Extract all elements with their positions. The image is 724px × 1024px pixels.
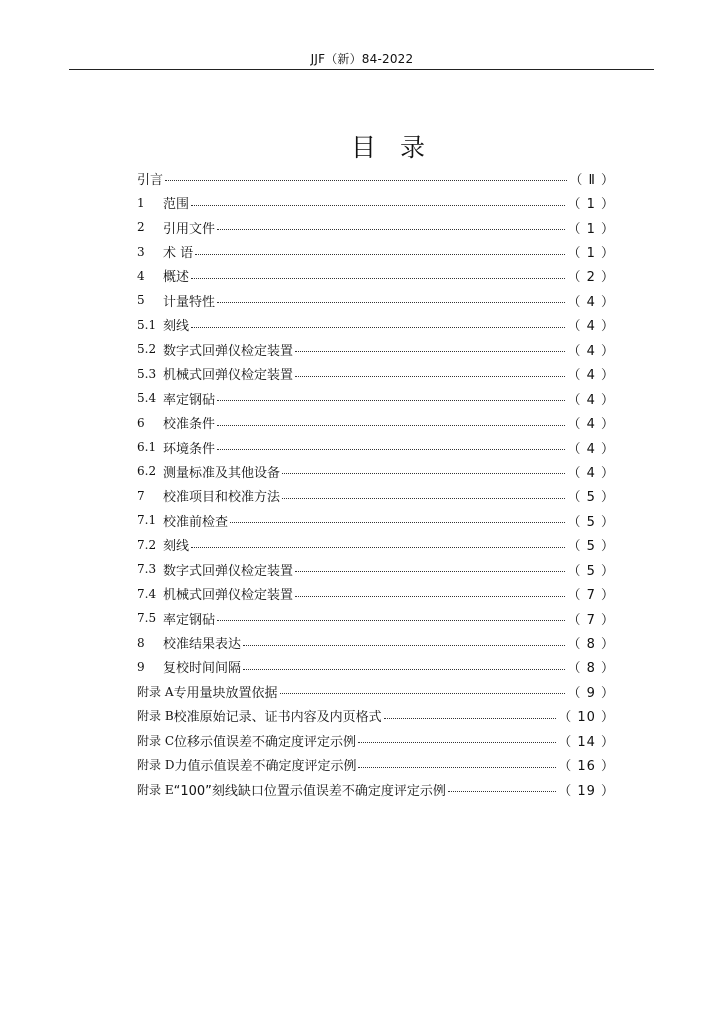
toc-entry[interactable] xyxy=(137,215,615,239)
toc-entry-number: 附录 A xyxy=(137,684,174,699)
toc-entry-label: 术 语 xyxy=(163,246,194,262)
toc-entry-label: 数字式回弹仪检定装置 xyxy=(163,343,294,359)
toc-entry-number: 9 xyxy=(137,659,145,674)
toc-entry-number: 2 xyxy=(137,220,145,235)
dot-leader xyxy=(217,387,565,401)
toc-entry-page: （ 5 ） xyxy=(567,563,615,579)
toc-title: 目 录 xyxy=(351,133,433,162)
toc-entry-page: （ 1 ） xyxy=(567,197,615,213)
toc-entry-number: 5.1 xyxy=(137,317,157,332)
toc-entry-page: （ 4 ） xyxy=(567,343,615,359)
toc-entry[interactable] xyxy=(137,728,615,752)
toc-entry-label: 计量特性 xyxy=(163,294,216,310)
dot-leader xyxy=(191,265,565,279)
toc-entry[interactable] xyxy=(137,190,615,214)
toc-entry-number: 6.1 xyxy=(137,440,157,455)
toc-entry-page: （ 7 ） xyxy=(567,588,615,604)
dot-leader xyxy=(280,680,566,694)
dot-leader xyxy=(358,729,556,743)
toc-entry-page: （ 8 ） xyxy=(567,661,615,677)
toc-entry-number: 5.3 xyxy=(137,366,157,381)
toc-entry-number: 附录 E xyxy=(137,782,174,797)
toc-entry-label: 力值示值误差不确定度评定示例 xyxy=(174,759,357,775)
toc-entry-label: 校准项目和校准方法 xyxy=(163,490,281,506)
toc-entry[interactable] xyxy=(137,362,615,386)
toc-entry[interactable] xyxy=(137,484,615,508)
toc-entry-page: （ 16 ） xyxy=(558,759,615,775)
toc-entry-page: （ 4 ） xyxy=(567,465,615,481)
toc-entry-number: 7.2 xyxy=(137,537,157,552)
toc-entry-page: （ 5 ） xyxy=(567,539,615,555)
dot-leader xyxy=(282,485,565,499)
toc-entry-label: 引用文件 xyxy=(163,221,216,237)
dot-leader xyxy=(243,632,565,646)
toc-entry-label: 引言 xyxy=(137,172,164,188)
dot-leader xyxy=(295,583,565,597)
toc-entry[interactable] xyxy=(137,337,615,361)
toc-entry[interactable] xyxy=(137,435,615,459)
toc-entry-number: 8 xyxy=(137,635,145,650)
toc-entry-page: （ 2 ） xyxy=(567,270,615,286)
dot-leader xyxy=(217,216,565,230)
toc-entry[interactable] xyxy=(137,581,615,605)
toc-entry[interactable] xyxy=(137,288,615,312)
toc-entry-number: 5.4 xyxy=(137,391,157,406)
dot-leader xyxy=(191,314,565,328)
toc-entry-page: （ 7 ） xyxy=(567,612,615,628)
toc-entry-label: 刻线 xyxy=(163,319,190,335)
toc-entry[interactable] xyxy=(137,679,615,703)
toc-entry-page: （ 9 ） xyxy=(567,685,615,701)
toc-entry-label: 刻线 xyxy=(163,539,190,555)
toc-entry-label: 位移示值误差不确定度评定示例 xyxy=(174,734,357,750)
table-of-contents xyxy=(137,166,615,801)
toc-entry-page: （ 5 ） xyxy=(567,514,615,530)
dot-leader xyxy=(448,778,556,792)
toc-entry[interactable] xyxy=(137,264,615,288)
toc-entry[interactable] xyxy=(137,410,615,434)
toc-entry[interactable] xyxy=(137,508,615,532)
dot-leader xyxy=(195,241,565,255)
toc-entry-page: （ 1 ） xyxy=(567,221,615,237)
toc-entry[interactable] xyxy=(137,630,615,654)
toc-entry-number: 3 xyxy=(137,244,145,259)
toc-entry[interactable] xyxy=(137,753,615,777)
toc-entry-number: 附录 D xyxy=(137,758,175,773)
toc-entry-page: （ 19 ） xyxy=(558,783,615,799)
toc-entry-number: 4 xyxy=(137,268,145,283)
toc-entry-label: 校准前检查 xyxy=(163,514,229,530)
toc-entry-page: （ 4 ） xyxy=(567,441,615,457)
toc-entry-number: 6.2 xyxy=(137,464,157,479)
toc-entry-label: 校准结果表达 xyxy=(163,637,242,653)
toc-entry-label: 机械式回弹仪检定装置 xyxy=(163,588,294,604)
header-rule xyxy=(69,69,654,70)
toc-entry[interactable] xyxy=(137,557,615,581)
toc-entry-label: 环境条件 xyxy=(163,441,216,457)
toc-entry[interactable] xyxy=(137,655,615,679)
toc-entry-label: 校准条件 xyxy=(163,417,216,433)
dot-leader xyxy=(191,534,565,548)
toc-entry-page: （ 10 ） xyxy=(558,710,615,726)
toc-entry-page: （ 5 ） xyxy=(567,490,615,506)
document-code-header: JJF（新）84-2022 xyxy=(310,52,414,66)
toc-entry-number: 附录 B xyxy=(137,709,174,724)
toc-entry-page: （ 1 ） xyxy=(567,246,615,262)
toc-entry-number: 7.3 xyxy=(137,562,157,577)
toc-entry-label: 测量标准及其他设备 xyxy=(163,465,281,481)
dot-leader xyxy=(282,460,565,474)
toc-entry-label: 机械式回弹仪检定装置 xyxy=(163,368,294,384)
toc-entry[interactable] xyxy=(137,606,615,630)
dot-leader xyxy=(191,192,565,206)
toc-entry-page: （ 4 ） xyxy=(567,294,615,310)
dot-leader xyxy=(295,338,565,352)
dot-leader xyxy=(358,754,556,768)
toc-entry-number: 附录 C xyxy=(137,733,174,748)
toc-entry-page: （ 4 ） xyxy=(567,368,615,384)
dot-leader xyxy=(217,412,565,426)
toc-entry-page: （ 14 ） xyxy=(558,734,615,750)
toc-entry[interactable] xyxy=(137,313,615,337)
dot-leader xyxy=(217,607,565,621)
toc-entry-number: 7.4 xyxy=(137,586,157,601)
toc-entry-label: 数字式回弹仪检定装置 xyxy=(163,563,294,579)
dot-leader xyxy=(230,509,565,523)
toc-entry[interactable] xyxy=(137,704,615,728)
toc-entry[interactable] xyxy=(137,239,615,263)
dot-leader xyxy=(165,167,567,181)
toc-entry-label: 率定钢砧 xyxy=(163,612,216,628)
toc-entry-number: 7.5 xyxy=(137,611,157,626)
toc-entry-number: 6 xyxy=(137,415,145,430)
toc-entry[interactable] xyxy=(137,533,615,557)
toc-entry-label: 复校时间间隔 xyxy=(163,661,242,677)
toc-entry[interactable] xyxy=(137,777,615,801)
toc-entry-page: （ 4 ） xyxy=(567,392,615,408)
toc-entry-label: 专用量块放置依据 xyxy=(173,685,278,701)
toc-entry[interactable] xyxy=(137,459,615,483)
toc-entry-label: 概述 xyxy=(163,270,190,286)
toc-entry-label: “100”刻线缺口位置示值误差不确定度评定示例 xyxy=(173,783,446,799)
dot-leader xyxy=(295,558,565,572)
toc-entry[interactable] xyxy=(137,166,615,190)
toc-entry-number: 7 xyxy=(137,488,145,503)
dot-leader xyxy=(295,363,565,377)
toc-entry-label: 校准原始记录、证书内容及内页格式 xyxy=(173,710,382,726)
toc-entry-number: 5 xyxy=(137,293,145,308)
dot-leader xyxy=(217,289,565,303)
toc-entry-page: （ 8 ） xyxy=(567,637,615,653)
dot-leader xyxy=(384,705,557,719)
toc-entry-page: （ Ⅱ ） xyxy=(569,172,615,188)
toc-entry-number: 1 xyxy=(137,195,145,210)
dot-leader xyxy=(217,436,565,450)
toc-entry-number: 5.2 xyxy=(137,342,157,357)
toc-entry-number: 7.1 xyxy=(137,513,157,528)
toc-entry-page: （ 4 ） xyxy=(567,417,615,433)
toc-entry[interactable] xyxy=(137,386,615,410)
toc-entry-label: 范围 xyxy=(163,197,190,213)
toc-entry-page: （ 4 ） xyxy=(567,319,615,335)
dot-leader xyxy=(243,656,565,670)
toc-entry-label: 率定钢砧 xyxy=(163,392,216,408)
